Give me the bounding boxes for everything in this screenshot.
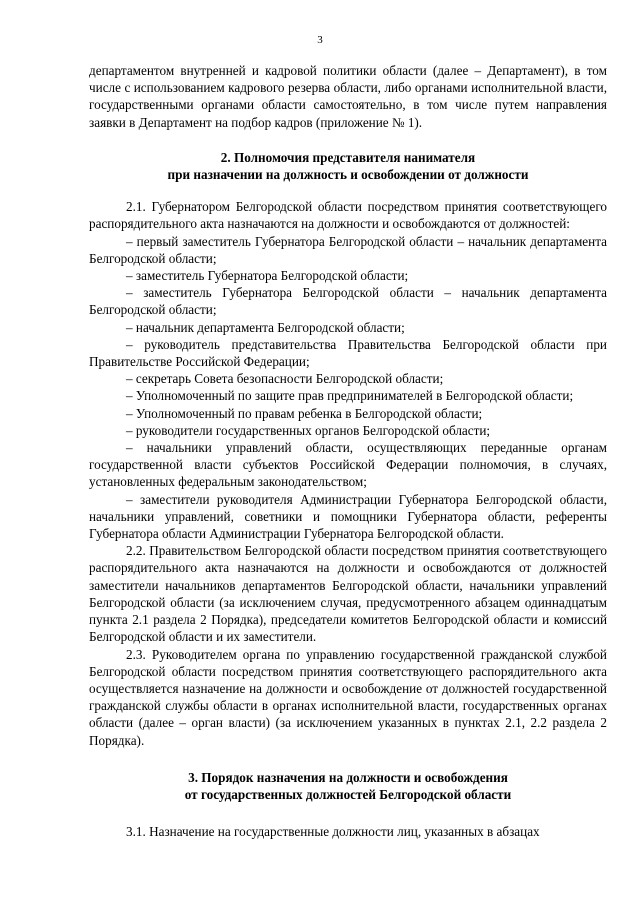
list-item: – руководитель представительства Правительства Белгородской области при Правительстве Российской Федерации; [89,336,607,370]
list-item: – начальник департамента Белгородской области; [126,319,405,335]
list-item: – заместитель Губернатора Белгородской области – начальник департамента Белгородской области; [89,285,607,318]
section-3-heading-line-1: 3. Порядок назначения на должности и освобождения [188,769,508,785]
page-number: 3 [317,34,323,46]
list-item: – руководители государственных органов Белгородской области; [126,422,491,438]
paragraph-3-1: 3.1. Назначение на государственные должности лиц, указанных в абзацах [126,824,540,840]
list-item: – секретарь Совета безопасности Белгородской области; [126,371,444,387]
section-2-heading-line-2: при назначении на должность и освобождении от должности [167,167,529,183]
list-item: – заместитель Губернатора Белгородской области; [126,268,409,284]
document-body [89,62,607,840]
list-item: – заместители руководителя Администрации Губернатора Белгородской области, начальники управлений, советники и помощники Губернатора области, референты Губернатора области Администрации Губернатора Белгородской области. [89,491,607,542]
list-item: – первый заместитель Губернатора Белгородской области – начальник департамента Белгородской области; [89,233,607,266]
list-item: – начальники управлений области, осуществляющих переданные органам государственной власти субъектов Российской Федерации полномочия, в случаях, установленных федеральным законодательством; [89,440,607,490]
paragraph-2-3: 2.3. Руководителем органа по управлению государственной гражданской службой Белгородской области посредством принятия соответствующего распорядительного акта осуществляется назначение на должности и освобождение от должностей государственной гражданской службы области в органах исполнительной власти, государственных органах области (далее – орган власти) (за исключением указанных в пунктах 2.1, 2.2 раздела 2 Порядка). [89,646,607,748]
section-3-heading-line-2: от государственных должностей Белгородской области [184,786,512,802]
section-2-heading-line-1: 2. Полномочия представителя нанимателя [220,149,476,165]
list-item: – Уполномоченный по защите прав предпринимателей в Белгородской области; [126,388,574,404]
paragraph-intro: департаментом внутренней и кадровой политики области (далее – Департамент), в том числе с использованием кадрового резерва области, либо органами исполнительной власти, государственными органами области самостоятельно, в том числе путем направления заявки в Департамент на подбор кадров (приложение № 1). [89,63,607,130]
paragraph-2-2: 2.2. Правительством Белгородской области посредством принятия соответствующего распорядительного акта назначаются на должности и освобождаются от должностей заместители начальников департаментов Белгородской области, начальники управлений Белгородской области (за исключением случая, предусмотренного абзацем одиннадцатым пункта 2.1 раздела 2 Порядка), председатели комитетов Белгородской области и комиссий Белгородской области и их заместители. [89,543,607,645]
list-item: – Уполномоченный по правам ребенка в Белгородской области; [126,405,483,421]
paragraph-2-1: 2.1. Губернатором Белгородской области посредством принятия соответствующего распорядительного акта назначаются на должности и освобождаются от должностей: [89,199,607,232]
